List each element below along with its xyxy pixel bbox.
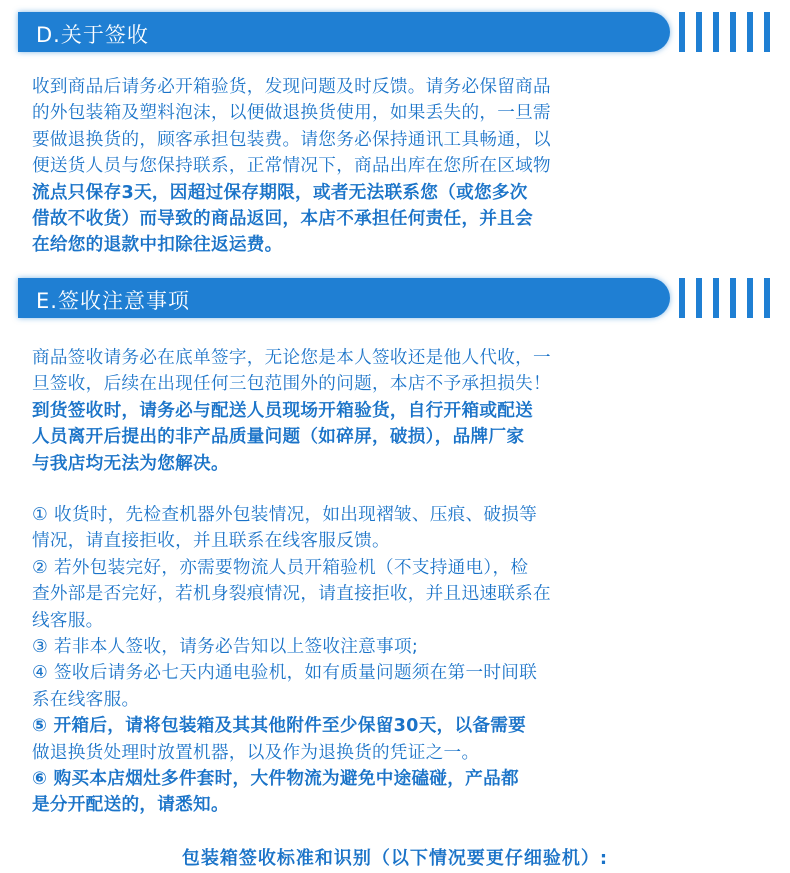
section-d-line: 流点只保存3天，因超过保存期限，或者无法联系您（或您多次 — [32, 182, 528, 203]
list-item-line: ⑥ 购买本店烟灶多件套时，大件物流为避免中途磕碰，产品都 — [32, 769, 519, 790]
list-item-line: 查外部是否完好，若机身裂痕情况，请直接拒收，并且迅速联系在 — [32, 584, 551, 605]
section-d-header — [0, 12, 775, 52]
list-item-line: 线客服。 — [32, 610, 104, 631]
section-e-stripes — [679, 278, 771, 318]
section-e-intro-line: 与我店均无法为您解决。 — [32, 453, 229, 474]
list-item-line: 做退换货处理时放置机器，以及作为退换货的凭证之一。 — [32, 742, 480, 763]
list-item-line: 系在线客服。 — [32, 689, 140, 710]
section-d-stripes — [679, 12, 771, 52]
list-item-line: ③ 若非本人签收，请务必告知以上签收注意事项; — [32, 637, 419, 658]
section-e-intro-line: 人员离开后提出的非产品质量问题（如碎屏，破损），品牌厂家 — [32, 427, 525, 448]
list-item-line: 情况，请直接拒收，并且联系在线客服反馈。 — [32, 531, 390, 552]
section-d-line: 借故不收货）而导致的商品返回，本店不承担任何责任，并且会 — [32, 209, 534, 230]
list-item-line: ① 收货时，先检查机器外包装情况，如出现褶皱、压痕、破损等 — [32, 505, 538, 525]
packaging-standard-title: 包装箱签收标准和识别（以下情况要更仔细验机）: — [181, 848, 609, 869]
section-d-line: 便送货人员与您保持联系，正常情况下，商品出库在您所在区域物 — [32, 156, 551, 177]
section-d-line: 收到商品后请务必开箱验货，发现问题及时反馈。请务必保留商品 — [32, 77, 551, 97]
section-e-title: E.签收注意事项 — [36, 289, 190, 313]
list-item-line: ⑤ 开箱后，请将包装箱及其其他附件至少保留30天，以备需要 — [32, 716, 527, 737]
section-e-list — [32, 502, 762, 819]
section-d-line: 要做退换货的，顾客承担包装费。请您务必保持通讯工具畅通，以 — [32, 129, 551, 150]
section-e-intro-line: 商品签收请务必在底单签字，无论您是本人签收还是他人代收，一 — [32, 348, 551, 368]
section-e-header — [0, 278, 775, 318]
list-item-line: 是分开配送的，请悉知。 — [32, 795, 229, 816]
section-e-intro — [32, 345, 762, 477]
list-item-line: ④ 签收后请务必七天内通电验机，如有质量问题须在第一时间联 — [32, 663, 538, 684]
section-d-line: 的外包装箱及塑料泡沫，以便做退换货使用，如果丢失的，一旦需 — [32, 103, 551, 124]
list-item-line: ② 若外包装完好，亦需要物流人员开箱验机（不支持通电），检 — [32, 557, 529, 578]
section-d-title: D.关于签收 — [36, 23, 149, 47]
section-d-body — [32, 74, 762, 259]
section-e-intro-line: 旦签收，后续在出现任何三包范围外的问题，本店不予承担损失！ — [32, 374, 551, 395]
section-e-intro-line: 到货签收时，请务必与配送人员现场开箱验货，自行开箱或配送 — [32, 400, 534, 421]
section-d-line: 在给您的退款中扣除往返运费。 — [32, 235, 283, 256]
